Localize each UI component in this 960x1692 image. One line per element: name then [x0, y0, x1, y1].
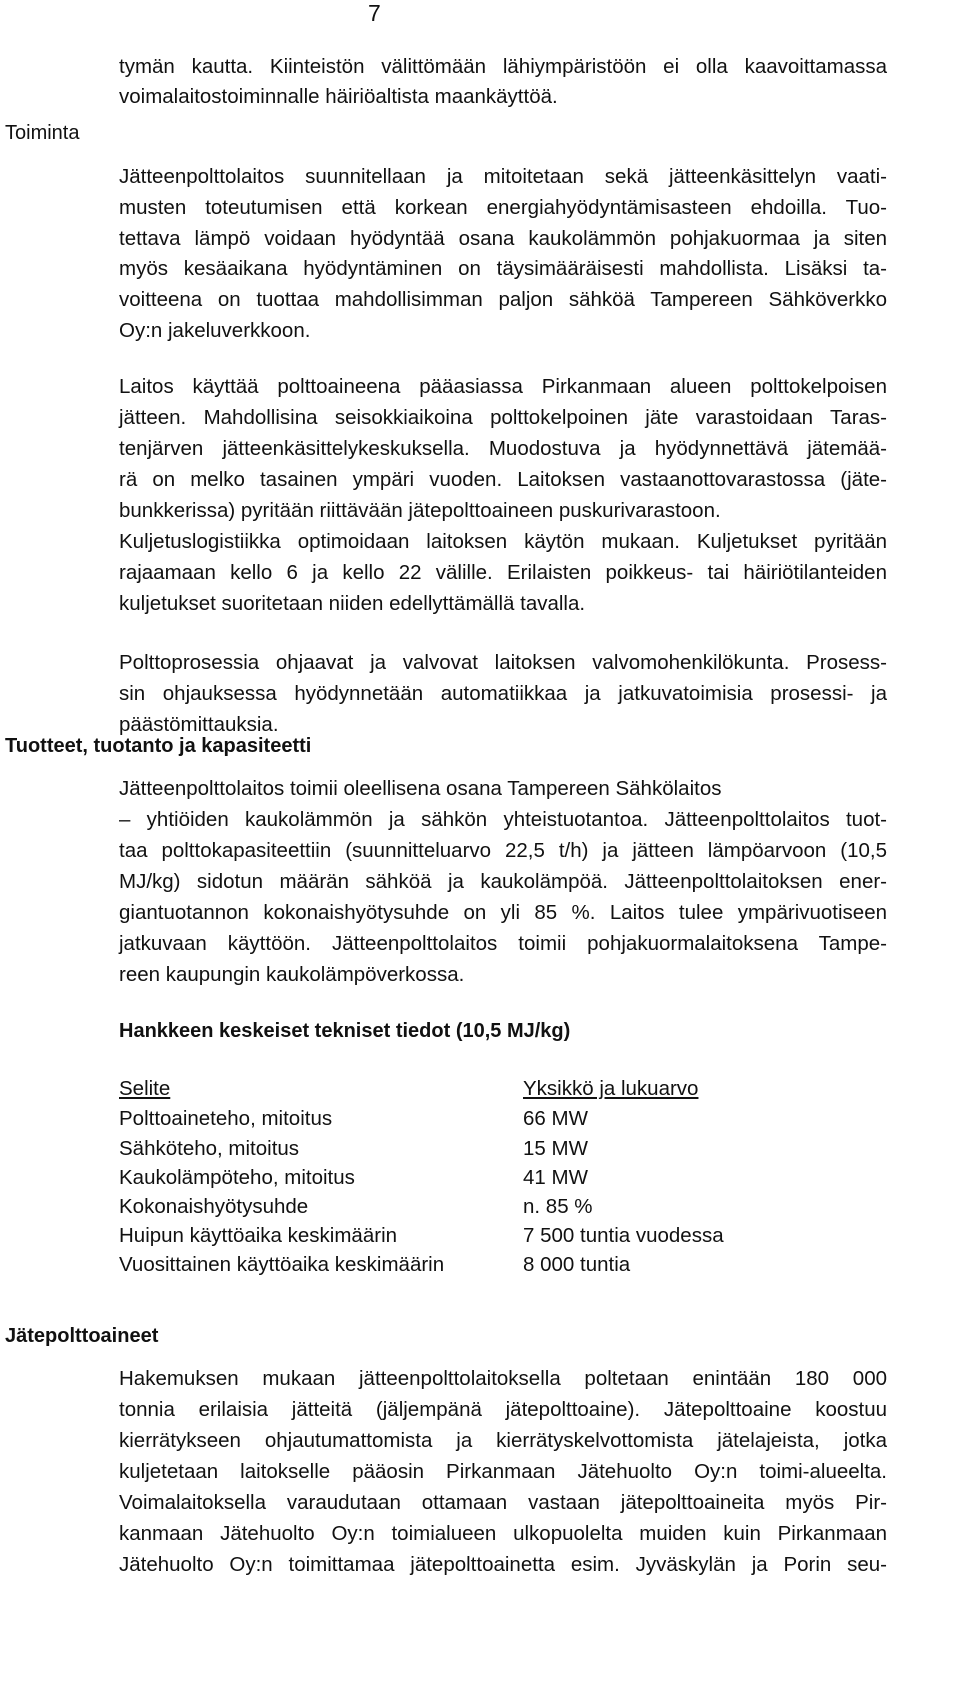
text-line: taa polttokapasiteettiin (suunnitteluarvo 22,5 t/h) ja jätteen lämpöarvoon (10,5 [119, 839, 887, 862]
text-line: Voimalaitoksella varaudutaan ottamaan vastaan jätepolttoaineita myös Pir- [119, 1491, 887, 1514]
text-line: giantuotannon kokonaishyötysuhde on yli 85 %. Laitos tulee ympärivuotiseen [119, 901, 887, 924]
text-line: sin ohjauksessa hyödynnetään automatiikkaa ja jatkuvatoimisia prosessi- ja [119, 682, 887, 705]
text-line: jatkuvaan käyttöön. Jätteenpolttolaitos toimii pohjakuormalaitoksena Tampe- [119, 932, 887, 955]
text-line: Laitos käyttää polttoaineena pääasiassa Pirkanmaan alueen polttokelpoisen [119, 375, 887, 398]
text-line: tymän kautta. Kiinteistön välittömään lähiympäristöön ei olla kaavoittamassa [119, 55, 887, 78]
text-line: tettava lämpö voidaan hyödyntää osana kaukolämmön pohjakuormaa ja siten [119, 227, 887, 250]
text-line: voimalaitostoiminnalle häiriöaltista maankäyttöä. [119, 85, 558, 108]
spec-row-label: Kokonaishyötysuhde [119, 1195, 309, 1218]
text-line: rä on melko tasainen ympäri vuoden. Laitoksen vastaanottovarastossa (jäte- [119, 468, 887, 491]
text-line: kierrätykseen ohjautumattomista ja kierrätyskelvottomista jätelajeista, jotka [119, 1429, 887, 1452]
spec-row-label: Kaukolämpöteho, mitoitus [119, 1166, 355, 1189]
spec-row-value: 15 MW [523, 1137, 588, 1160]
spec-row-value: 66 MW [523, 1107, 588, 1130]
text-line: musten toteutumisen että korkean energiahyödyntämisasteen ehdoilla. Tuo- [119, 196, 887, 219]
spec-col-header-selite: Selite [119, 1077, 171, 1100]
text-line: reen kaupungin kaukolämpöverkossa. [119, 963, 465, 986]
text-line: myös kesäaikana hyödyntäminen on täysimääräisesti mahdollista. Lisäksi ta- [119, 257, 887, 280]
spec-heading: Hankkeen keskeiset tekniset tiedot (10,5 MJ/kg) [119, 1020, 571, 1042]
spec-row-value: 41 MW [523, 1166, 588, 1189]
text-line: kuljetukset suoritetaan niiden edellyttämällä tavalla. [119, 592, 586, 615]
text-line: jätteen. Mahdollisina seisokkiaikoina polttokelpoinen jäte varastoidaan Taras- [119, 406, 887, 429]
sidebar-heading-tuotteet: Tuotteet, tuotanto ja kapasiteetti [5, 735, 312, 757]
text-line: – yhtiöiden kaukolämmön ja sähkön yhteistuotantoa. Jätteenpolttolaitos tuot- [119, 808, 887, 831]
text-line: päästömittauksia. [119, 713, 279, 736]
text-line: Hakemuksen mukaan jätteenpolttolaitoksella poltetaan enintään 180 000 [119, 1367, 887, 1390]
spec-row-label: Polttoaineteho, mitoitus [119, 1107, 333, 1130]
spec-row-value: 8 000 tuntia [523, 1253, 631, 1276]
text-line: bunkkerissa) pyritään riittävään jätepolttoaineen puskurivarastoon. [119, 499, 721, 522]
text-line: tonnia erilaisia jätteitä (jäljempänä jätepolttoaine). Jätepolttoaine koostuu [119, 1398, 887, 1421]
sidebar-heading-jatepolttoaineet: Jätepolttoaineet [5, 1325, 159, 1347]
spec-row-value: n. 85 % [523, 1195, 593, 1218]
text-line: Jätehuolto Oy:n toimittamaa jätepolttoainetta esim. Jyväskylän ja Porin seu- [119, 1553, 887, 1576]
text-line: Oy:n jakeluverkkoon. [119, 319, 311, 342]
text-line: Polttoprosessia ohjaavat ja valvovat laitoksen valvomohenkilökunta. Prosess- [119, 651, 887, 674]
text-line: tenjärven jätteenkäsittelykeskuksella. Muodostuva ja hyödynnettävä jätemää- [119, 437, 887, 460]
sidebar-heading-toiminta: Toiminta [5, 122, 80, 144]
text-line: Kuljetuslogistiikka optimoidaan laitoksen käytön mukaan. Kuljetukset pyritään [119, 530, 887, 553]
text-line: rajaamaan kello 6 ja kello 22 välille. Erilaisten poikkeus- tai häiriötilanteiden [119, 561, 887, 584]
text-line: kuljetetaan laitokselle pääosin Pirkanmaan Jätehuolto Oy:n toimi-alueelta. [119, 1460, 887, 1483]
text-line: voitteena on tuottaa mahdollisimman paljon sähköä Tampereen Sähköverkko [119, 288, 887, 311]
spec-row-label: Huipun käyttöaika keskimäärin [119, 1224, 398, 1247]
spec-row-value: 7 500 tuntia vuodessa [523, 1224, 724, 1247]
spec-row-label: Vuosittainen käyttöaika keskimäärin [119, 1253, 445, 1276]
spec-row-label: Sähköteho, mitoitus [119, 1137, 300, 1160]
spec-col-header-arvo: Yksikkö ja lukuarvo [523, 1077, 699, 1100]
text-line: Jätteenpolttolaitos toimii oleellisena osana Tampereen Sähkölaitos [119, 777, 722, 800]
text-line: Jätteenpolttolaitos suunnitellaan ja mitoitetaan sekä jätteenkäsittelyn vaati- [119, 165, 887, 188]
text-line: kanmaan Jätehuolto Oy:n toimialueen ulkopuolelta muiden kuin Pirkanmaan [119, 1522, 887, 1545]
page-number: 7 [368, 0, 381, 26]
text-line: MJ/kg) sidotun määrän sähköä ja kaukolämpöä. Jätteenpolttolaitoksen ener- [119, 870, 887, 893]
